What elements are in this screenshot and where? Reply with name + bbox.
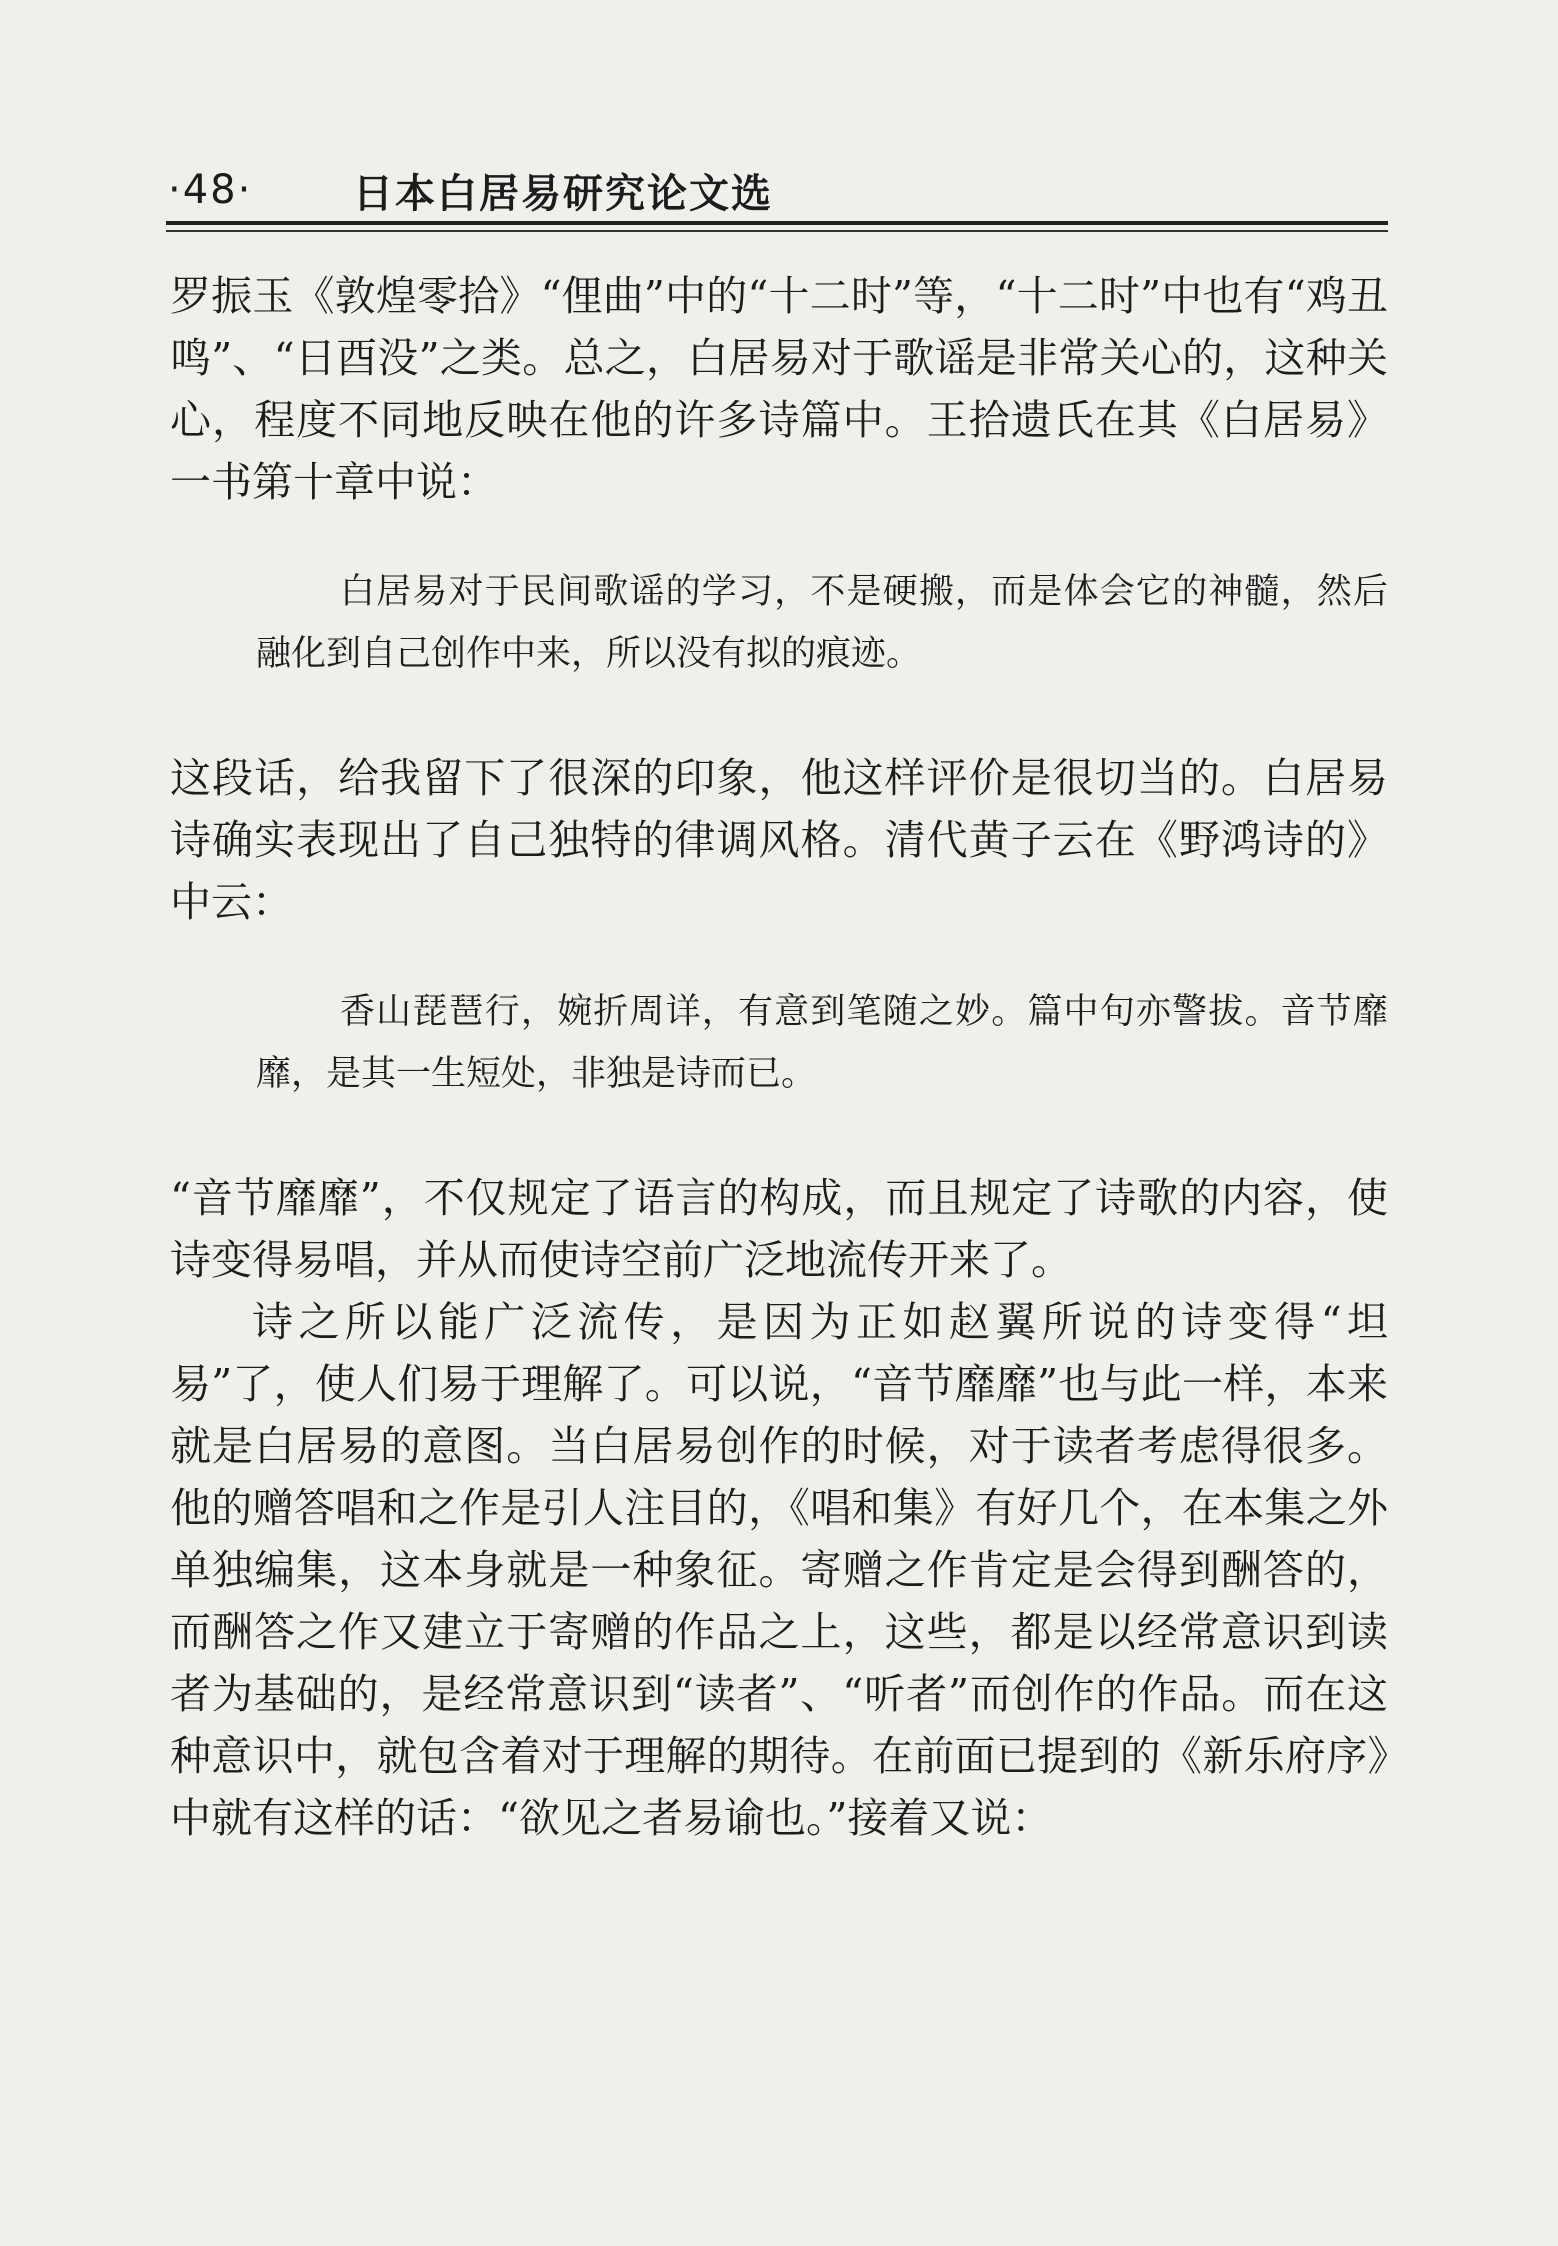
header-rule-thick (166, 221, 1388, 225)
paragraph-2: 这段话，给我留下了很深的印象，他这样评价是很切当的。白居易诗确实表现出了自己独特的律调风格。清代黄子云在《野鸿诗的》中云： (170, 754, 1388, 926)
body-text (170, 265, 1388, 1849)
block-quote-1: 白居易对于民间歌谣的学习，不是硬搬，而是体会它的神髓，然后融化到自己创作中来，所以没有拟的痕迹。 (256, 572, 1388, 674)
running-header (168, 160, 1390, 220)
paragraph-4: 诗之所以能广泛流传，是因为正如赵翼所说的诗变得“坦易”了，使人们易于理解了。可以说，“音节靡靡”也与此一样，本来就是白居易的意图。当白居易创作的时候，对于读者考虑得很多。他的赠答唱和之作是引人注目的，《唱和集》有好几个，在本集之外单独编集，这本身就是一种象征。寄赠之作肯定是会得到酬答的，而酬答之作又建立于寄赠的作品之上，这些，都是以经常意识到读者为基础的，是经常意识到“读者”、“听者”而创作的作品。而在这种意识中，就包含着对于理解的期待。在前面已提到的《新乐府序》中就有这样的话：“欲见之者易谕也。”接着又说： (170, 1298, 1388, 1842)
block-quote-2: 香山琵琶行，婉折周详，有意到笔随之妙。篇中句亦警拔。音节靡靡，是其一生短处，非独是诗而已。 (256, 992, 1388, 1094)
paragraph-1: 罗振玉《敦煌零拾》“俚曲”中的“十二时”等，“十二时”中也有“鸡丑鸣”、“日酉没”之类。总之，白居易对于歌谣是非常关心的，这种关心，程度不同地反映在他的许多诗篇中。王拾遗氏在其《白居易》一书第十章中说： (170, 272, 1388, 506)
paragraph-3: “音节靡靡”，不仅规定了语言的构成，而且规定了诗歌的内容，使诗变得易唱，并从而使诗空前广泛地流传开来了。 (170, 1174, 1388, 1284)
header-rule-thin (166, 230, 1388, 232)
page-number: ·48· (168, 167, 253, 213)
book-title: 日本白居易研究论文选 (353, 170, 773, 217)
